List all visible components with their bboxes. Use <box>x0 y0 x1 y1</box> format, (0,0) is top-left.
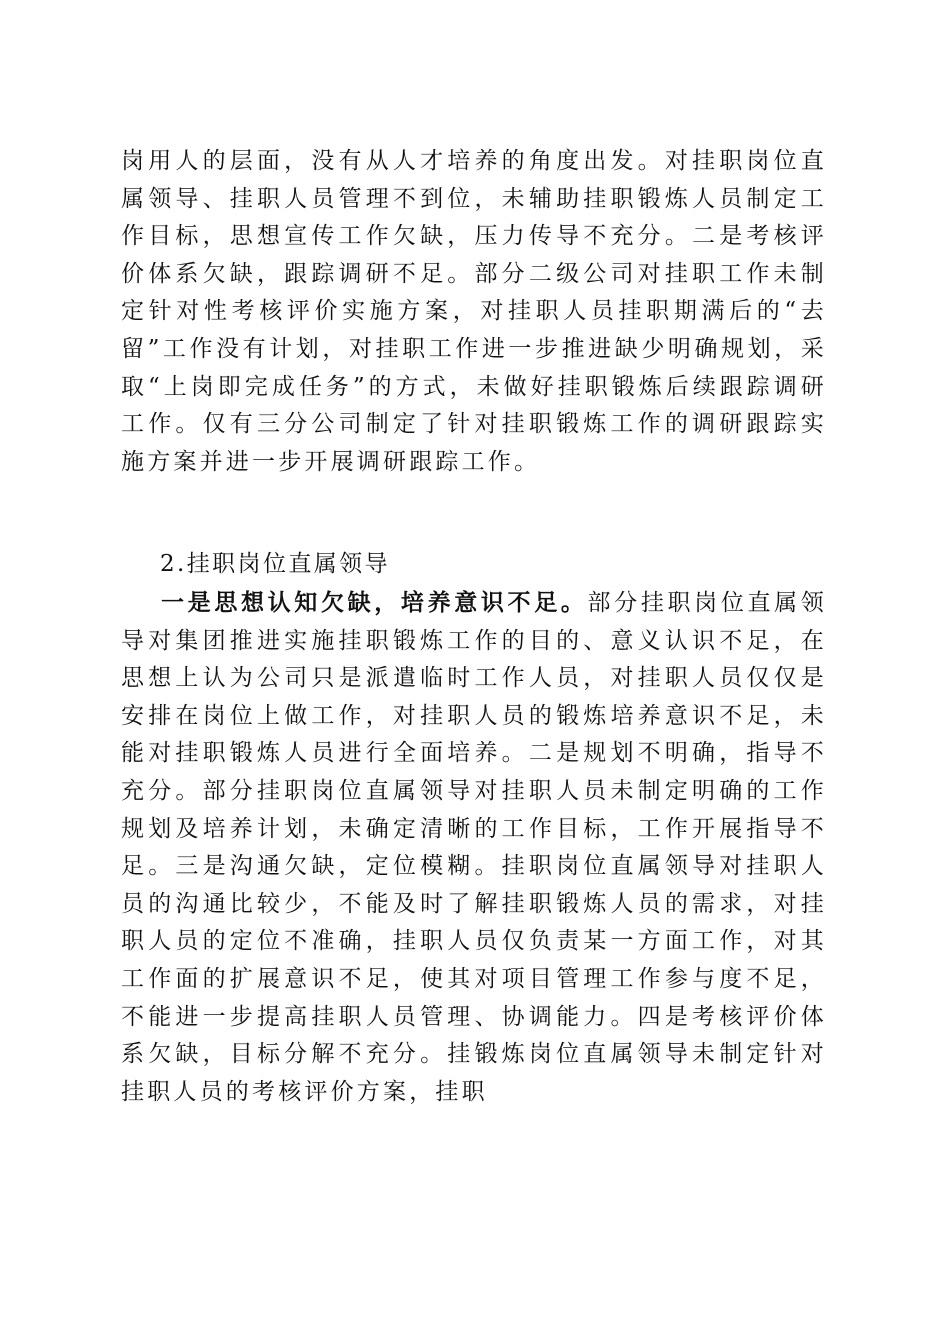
paragraph-leader-issues <box>121 584 827 1111</box>
paragraph-body-text: 部分挂职岗位直属领导对集团推进实施挂职锻炼工作的目的、意义认识不足，在思想上认为公司只是派遣临时工作人员，对挂职人员仅仅是安排在岗位上做工作，对挂职人员的锻炼培养意识不足，未能对挂职锻炼人员进行全面培养。二是规划不明确，指导不充分。部分挂职岗位直属领导对挂职人员未制定明确的工作规划及培养计划，未确定清晰的工作目标，工作开展指导不足。三是沟通欠缺，定位模糊。挂职岗位直属领导对挂职人员的沟通比较少，不能及时了解挂职锻炼人员的需求，对挂职人员的定位不准确，挂职人员仅负责某一方面工作，对其工作面的扩展意识不足，使其对项目管理工作参与度不足，不能进一步提高挂职人员管理、协调能力。四是考核评价体系欠缺，目标分解不充分。挂锻炼岗位直属领导未制定针对挂职人员的考核评价方案，挂职 <box>121 590 827 1105</box>
paragraph-continuation: 岗用人的层面，没有从人才培养的角度出发。对挂职岗位直属领导、挂职人员管理不到位，未辅助挂职锻炼人员制定工作目标，思想宣传工作欠缺，压力传导不充分。二是考核评价体系欠缺，跟踪调研不足。部分二级公司对挂职工作未制定针对性考核评价实施方案，对挂职人员挂职期满后的“去留”工作没有计划，对挂职工作进一步推进缺少明确规划，采取“上岗即完成任务”的方式，未做好挂职锻炼后续跟踪调研工作。仅有三分公司制定了针对挂职锻炼工作的调研跟踪实施方案并进一步开展调研跟踪工作。 <box>121 148 827 475</box>
paragraph-lead-sentence: 一是思想认知欠缺，培养意识不足。 <box>161 589 588 616</box>
section-heading: 2.挂职岗位直属领导 <box>160 551 390 577</box>
